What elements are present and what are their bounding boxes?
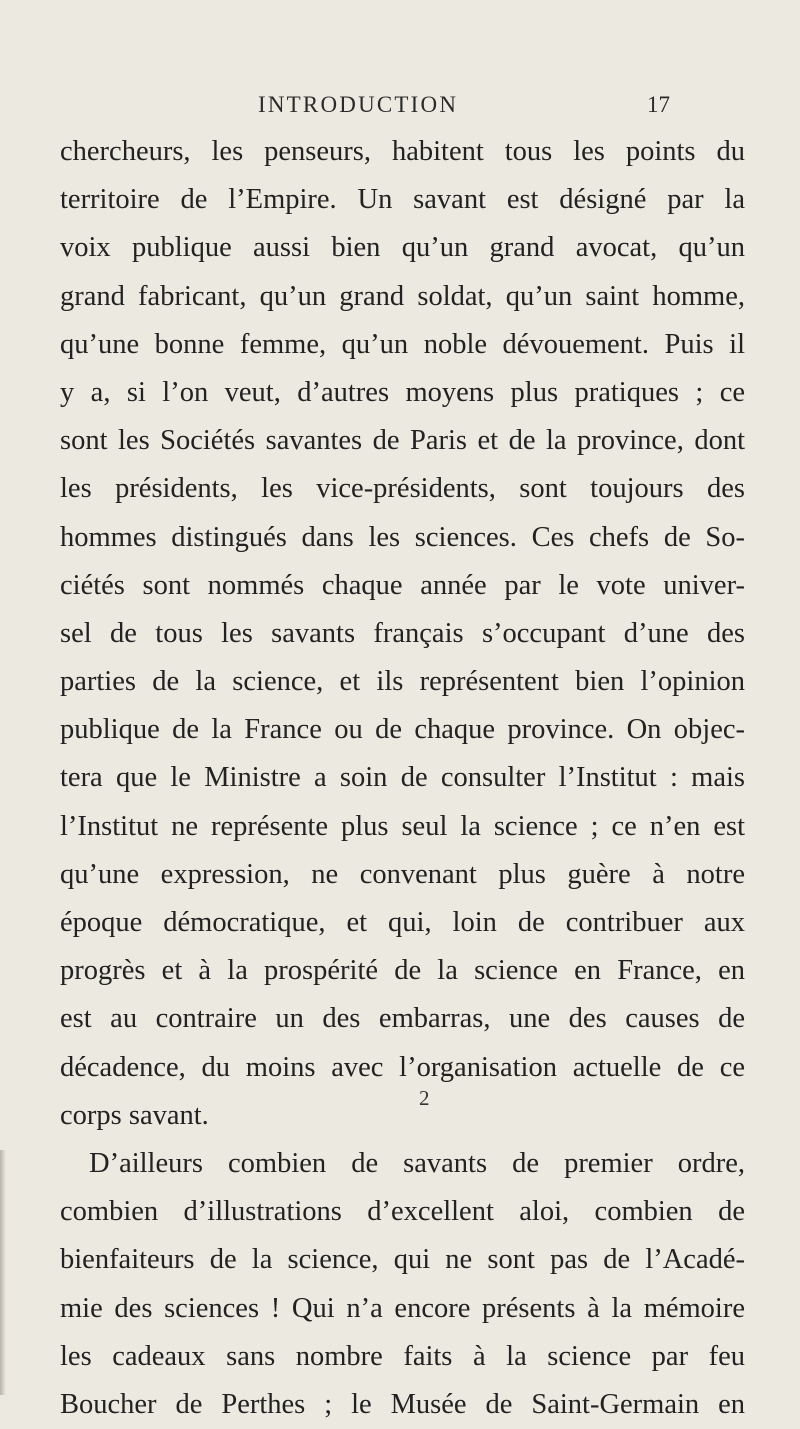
- text-line: sont les Sociétés savantes de Paris et de la province, dont: [60, 425, 745, 457]
- text-line: ciétés sont nommés chaque année par le vote univer-: [60, 569, 745, 601]
- text-line: y a, si l’on veut, d’autres moyens plus pratiques ; ce: [60, 376, 745, 408]
- text-line: combien d’illustrations d’excellent aloi, combien de: [60, 1196, 745, 1228]
- text-line: D’ailleurs combien de savants de premier ordre,: [89, 1147, 745, 1179]
- body-text: [60, 128, 745, 1429]
- text-line: publique de la France ou de chaque province. On objec-: [60, 714, 745, 746]
- text-line: les cadeaux sans nombre faits à la science par feu: [60, 1340, 745, 1372]
- text-line: hommes distingués dans les sciences. Ces chefs de So-: [60, 521, 745, 553]
- text-line: progrès et à la prospérité de la science en France, en: [60, 955, 745, 987]
- text-line: grand fabricant, qu’un grand soldat, qu’un saint homme,: [60, 280, 745, 312]
- text-line: parties de la science, et ils représentent bien l’opinion: [60, 666, 745, 698]
- text-line: mie des sciences ! Qui n’a encore présents à la mémoire: [60, 1292, 745, 1324]
- text-line: les présidents, les vice-présidents, sont toujours des: [60, 473, 745, 505]
- text-line: voix publique aussi bien qu’un grand avocat, qu’un: [60, 232, 745, 264]
- text-line: tera que le Ministre a soin de consulter l’Institut : mais: [60, 762, 745, 794]
- text-line: qu’une bonne femme, qu’un noble dévouement. Puis il: [60, 328, 745, 360]
- running-title: INTRODUCTION: [258, 92, 459, 117]
- text-line: l’Institut ne représente plus seul la science ; ce n’en est: [60, 810, 745, 842]
- text-line: territoire de l’Empire. Un savant est désigné par la: [60, 184, 745, 216]
- running-head: [258, 92, 678, 132]
- text-line: Boucher de Perthes ; le Musée de Saint-Germain en: [60, 1388, 745, 1420]
- text-line: corps savant.: [60, 1099, 209, 1131]
- signature-mark: 2: [419, 1086, 430, 1110]
- text-line: décadence, du moins avec l’organisation actuelle de ce: [60, 1051, 745, 1083]
- text-line: est au contraire un des embarras, une des causes de: [60, 1003, 745, 1035]
- text-line: qu’une expression, ne convenant plus guère à notre: [60, 858, 745, 890]
- text-line: sel de tous les savants français s’occupant d’une des: [60, 617, 745, 649]
- page-edge-shadow: [0, 1150, 6, 1395]
- text-line: bienfaiteurs de la science, qui ne sont pas de l’Acadé-: [60, 1244, 745, 1276]
- text-line: chercheurs, les penseurs, habitent tous les points du: [60, 136, 745, 167]
- text-line: époque démocratique, et qui, loin de contribuer aux: [60, 907, 745, 938]
- page-number: 17: [647, 92, 670, 117]
